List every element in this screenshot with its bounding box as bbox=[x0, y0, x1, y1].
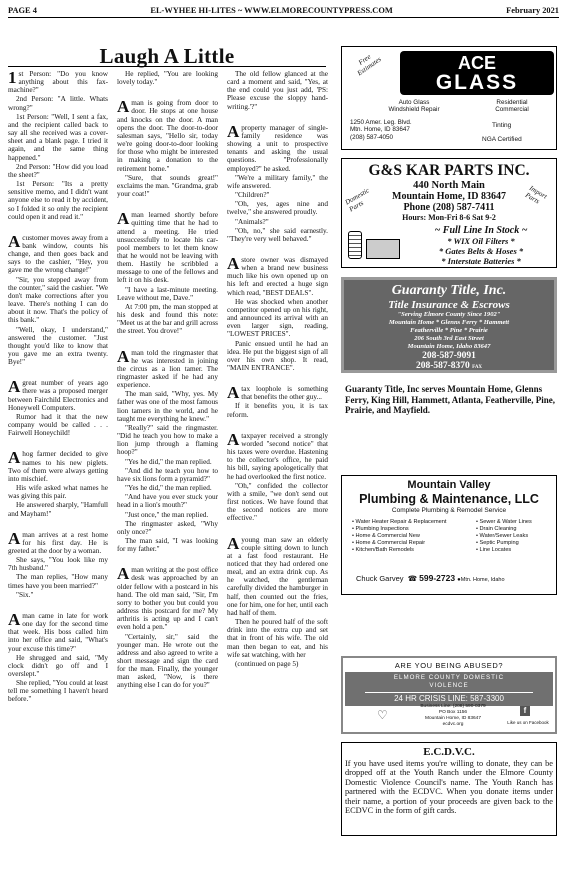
joke-text: 1st Person: "Well, I sent a fax, and the recipient called back to say all she received was a cover-sheet and a blank page. I tried it again, and the same thing happened." bbox=[8, 112, 108, 162]
joke-text: She says, "You look like my 7th husband." bbox=[8, 556, 108, 573]
mv-name-2: Plumbing & Maintenance, LLC bbox=[359, 492, 539, 506]
joke-text: The man said, "Why, yes. My father was one of the most famous lion tamers in the world, and he taught me everything he knew." bbox=[117, 390, 218, 423]
joke-paragraph bbox=[8, 528, 108, 555]
drop-cap: A bbox=[8, 448, 21, 468]
joke-text: man writing at the post office desk was approached by an older fellow with a postcard in his hand. The old man said, "Sir, I'm sorry to bother you but could you address this postcard for me? My arthritis is acting up and I can't even hold a pen." bbox=[117, 566, 218, 632]
joke-separator bbox=[8, 367, 108, 379]
joke-paragraph bbox=[8, 326, 108, 367]
joke-text: st Person: "Do you know anything about this fax-machine?" bbox=[8, 70, 108, 95]
drop-cap: A bbox=[117, 209, 130, 229]
joke-text: He replied, "You are looking lovely today." bbox=[117, 70, 218, 87]
joke-text: Then he poured half of the soft drink into the extra cup and set that in front of his wife. The old man then began to eat, and his wife sat watching, with her bbox=[227, 618, 328, 659]
joke-text: She replied, "You could at least tell me something I haven't heard before." bbox=[8, 679, 108, 704]
joke-paragraph bbox=[8, 573, 108, 589]
joke-text: "Oh, no," she said earnestly. "They're very well behaved." bbox=[227, 226, 328, 243]
joke-text: young man saw an elderly couple sitting down to lunch at a fast food restaurant. He noticed that they had ordered one meal, and an extra drink cup. As he watched, the gentleman carefully divided the hamburger in half, then counted out the fries, one for him, one for her, until each had half of them. bbox=[227, 535, 328, 617]
joke-paragraph bbox=[227, 227, 328, 243]
joke-separator bbox=[227, 112, 328, 124]
joke-text: If it benefits you, it is tax reform. bbox=[227, 402, 328, 419]
joke-paragraph bbox=[227, 174, 328, 190]
joke-text: man learned shortly before quitting time that he had to attend a meeting. He tried unsuccessfully to locate his car-pool members to let them know that he would not be leaving with them. Hastily he scribbled a message to one of the fellows and left it on his desk. bbox=[117, 211, 218, 285]
joke-text: "Oh, yes, ages nine and twelve," she answered proudly. bbox=[227, 200, 328, 217]
drop-cap: A bbox=[117, 564, 130, 584]
guaranty-address-1: 206 South 3rd East Street bbox=[414, 335, 484, 342]
joke-text: The ringmaster asked, "Why only once?" bbox=[117, 519, 218, 536]
mv-tagline: Complete Plumbing & Remodel Service bbox=[391, 507, 507, 514]
joke-text: "Animals?" bbox=[235, 217, 269, 226]
guaranty-serves-text: Guaranty Title, Inc serves Mountain Home, Glenns Ferry, King Hill, Hammett, Atlanta, Featherville, Pine, Prairie, and Mayfield. bbox=[345, 384, 555, 415]
joke-separator bbox=[8, 519, 108, 531]
joke-paragraph bbox=[227, 618, 328, 659]
abuse-org: ELMORE COUNTY DOMESTIC VIOLENCE bbox=[393, 674, 505, 689]
joke-paragraph bbox=[227, 402, 328, 418]
joke-paragraph bbox=[227, 298, 328, 339]
free-estimates-badge: Free Estimates bbox=[355, 52, 383, 78]
mv-services-right: • Sewer & Water Lines • Drain Cleaning • Water/Sewer Leaks • Septic Pumping • Line Locates bbox=[476, 519, 532, 553]
joke-text: At 7:00 pm, the man stopped at his desk and found this note: "Meet us at the bar and grill across the street. You drove!" bbox=[117, 302, 218, 336]
ace-word: ACE bbox=[457, 53, 496, 73]
joke-column-2 bbox=[117, 70, 218, 848]
drop-cap: 1 bbox=[8, 70, 17, 87]
joke-text: customer moves away from a bank window, counts his change, and then goes back and says to the cashier, "Hey, you gave me the wrong change!" bbox=[8, 233, 108, 275]
joke-separator bbox=[8, 222, 108, 234]
guaranty-towns-1: Mountain Home * Glenns Ferry * Hammett bbox=[388, 319, 510, 326]
joke-paragraph bbox=[117, 484, 218, 492]
joke-paragraph bbox=[8, 70, 108, 94]
joke-text: "Sure, that sounds great!" exclaims the man. "Grandma, grab your coat!" bbox=[117, 173, 218, 199]
joke-separator bbox=[227, 373, 328, 385]
gs-name: G&S KAR PARTS INC. bbox=[368, 162, 530, 179]
joke-paragraph bbox=[8, 413, 108, 437]
joke-paragraph bbox=[227, 533, 328, 618]
facebook-label: Like us on Facebook bbox=[507, 720, 549, 725]
joke-paragraph bbox=[8, 231, 108, 275]
joke-text: man arrives at a rest home for his first day. He is greeted at the door by a woman. bbox=[8, 530, 108, 555]
joke-paragraph bbox=[8, 379, 108, 412]
joke-separator bbox=[8, 438, 108, 450]
joke-paragraph bbox=[117, 303, 218, 336]
gs-kar-parts-ad bbox=[341, 158, 557, 268]
joke-text: taxpayer received a strongly worded "second notice" that his taxes were overdue. Hastening to the collector's office, he paid his bill, saying apologetically that he had overlooked the first notice. bbox=[227, 431, 328, 481]
gs-address: 440 North Main bbox=[413, 180, 485, 191]
joke-separator bbox=[117, 337, 218, 349]
joke-paragraph bbox=[8, 556, 108, 572]
title-divider bbox=[8, 66, 326, 67]
joke-text: "We're a military family," the wife answered. bbox=[227, 173, 328, 190]
joke-text: "Certainly, sir," said the younger man. He wrote out the address and also agreed to write a short message and sign the card for the man. Finally, the younger man asked, "Now, is there anything else I can do for you?" bbox=[117, 632, 218, 690]
joke-text: (continued on page 5) bbox=[235, 659, 299, 668]
drop-cap: A bbox=[8, 377, 21, 397]
battery-icon bbox=[366, 239, 400, 259]
joke-text: He shrugged and said, "My clock didn't go off and I overslept." bbox=[8, 653, 108, 678]
gs-phone: Phone (208) 587-7411 bbox=[403, 202, 495, 213]
joke-separator bbox=[227, 244, 328, 256]
joke-text: The man said, "I was looking for my father." bbox=[117, 536, 218, 554]
ace-glass-ad bbox=[341, 46, 557, 150]
facebook-icon: f bbox=[520, 706, 530, 716]
joke-text: He was shocked when another competitor opened up on his right, and announced its arrival with an even larger sign, reading, "LOWEST PRICES". bbox=[227, 297, 328, 339]
joke-text: "Six." bbox=[16, 590, 34, 599]
joke-text: "And did he teach you how to have six lions form a pyramid?" bbox=[117, 466, 218, 483]
import-parts-tag: Import Parts bbox=[523, 184, 549, 206]
drop-cap: A bbox=[117, 97, 130, 117]
ecdvc-text: If you have used items you're willing to donate, they can be dropped off at the Youth Ranch under the Elmore County Domestic Violence Council's name. The Youth Ranch has partnered with the ECDVC. When you donate items under their name, a portion of your proceeds are given back to the ECDVC in the form of gift cards. bbox=[345, 759, 553, 816]
joke-paragraph bbox=[8, 501, 108, 517]
joke-text: The old fellow glanced at the card a moment and said, "Yes, at the end could you just add, 'PS: Please excuse the sloppy hand-writing.'?" bbox=[227, 70, 328, 111]
drop-cap: A bbox=[227, 383, 240, 403]
joke-text: He answered sharply, "Hamfull and Mayham!" bbox=[8, 501, 108, 518]
joke-paragraph bbox=[227, 660, 328, 668]
guaranty-serving: "Serving Elmore County Since 1902" bbox=[397, 311, 501, 318]
abuse-banner bbox=[345, 672, 553, 706]
joke-paragraph bbox=[117, 566, 218, 631]
ecdvc-box bbox=[341, 742, 557, 836]
joke-separator bbox=[8, 600, 108, 612]
drop-cap: A bbox=[8, 609, 21, 629]
joke-text: great number of years ago there was a proposed merger between Fairchild Electronics and Honeywell Computers. bbox=[8, 379, 108, 412]
joke-paragraph bbox=[8, 95, 108, 111]
joke-text: "Yes he did," the man replied. bbox=[125, 457, 212, 466]
joke-paragraph bbox=[8, 276, 108, 325]
ecdvc-title: E.C.D.V.C. bbox=[423, 746, 475, 758]
guaranty-towns-2: Featherville * Pine * Prairie bbox=[410, 327, 488, 334]
publication-name: EL-WYHEE HI-LITES ~ WWW.ELMORECOUNTYPRESS.COM bbox=[150, 6, 393, 15]
joke-paragraph bbox=[8, 609, 108, 653]
joke-paragraph bbox=[227, 429, 328, 481]
joke-text: "Oh," confided the collector with a smile, "we don't send out first notices. We have found that the second notices are more effective." bbox=[227, 481, 328, 523]
drop-cap: A bbox=[227, 429, 240, 449]
joke-text: "And have you ever stuck your head in a lion's mouth?" bbox=[117, 493, 218, 510]
joke-paragraph bbox=[8, 113, 108, 162]
joke-text: hog farmer decided to give names to his new piglets. Two of them were always getting into mischief. bbox=[8, 450, 108, 483]
joke-paragraph bbox=[117, 390, 218, 423]
joke-separator bbox=[117, 87, 218, 99]
joke-paragraph bbox=[8, 679, 108, 703]
joke-paragraph bbox=[227, 191, 328, 199]
joke-paragraph bbox=[117, 458, 218, 466]
domestic-parts-tag: Domestic Parts bbox=[343, 186, 371, 214]
joke-separator bbox=[227, 524, 328, 536]
joke-text: "I have a last-minute meeting. Leave without me, Dave." bbox=[117, 285, 218, 302]
guaranty-fax: 208-587-8370 FAX bbox=[415, 361, 483, 371]
mountain-valley-plumbing-ad bbox=[341, 475, 557, 595]
domestic-violence-ad bbox=[341, 656, 557, 734]
joke-paragraph bbox=[117, 424, 218, 457]
joke-paragraph bbox=[8, 484, 108, 500]
joke-paragraph bbox=[227, 121, 328, 173]
joke-separator bbox=[227, 420, 328, 432]
joke-paragraph bbox=[8, 450, 108, 483]
joke-paragraph bbox=[117, 174, 218, 198]
joke-text: Rumor had it that the new company would be called . . . Fairwell Honeychild! bbox=[8, 412, 108, 438]
crisis-line: 24 HR CRISIS LINE: 587-3300 bbox=[365, 692, 533, 704]
page-header bbox=[8, 4, 559, 18]
guaranty-title-ad bbox=[341, 277, 557, 373]
joke-paragraph bbox=[8, 591, 108, 599]
gs-city: Mountain Home, ID 83647 bbox=[392, 191, 506, 202]
joke-separator bbox=[117, 554, 218, 566]
map-pin-icon: ● bbox=[457, 577, 461, 583]
joke-text: 2nd Person: "How did you load the sheet?" bbox=[8, 162, 108, 179]
drop-cap: A bbox=[227, 533, 240, 553]
joke-text: 2nd Person: "A little. Whats wrong?" bbox=[8, 95, 108, 112]
mv-name-1: Mountain Valley bbox=[407, 479, 491, 491]
joke-column-3 bbox=[227, 70, 328, 848]
ace-services-right: Residential Commercial bbox=[495, 99, 529, 113]
joke-paragraph bbox=[117, 286, 218, 302]
glass-word: GLASS bbox=[435, 71, 519, 94]
joke-paragraph bbox=[117, 493, 218, 509]
joke-paragraph bbox=[117, 346, 218, 390]
ace-services-left: Auto Glass Windshield Repair bbox=[388, 99, 440, 113]
joke-text: "Sir, you stepped away from the counter," said the cashier. "We don't make corrections after you leave. There's nothing I can do about it now. That's the policy of this bank." bbox=[8, 275, 108, 325]
joke-text: "Really?" said the ringmaster. "Did he teach you how to make a lion jump through a flaming hoop?" bbox=[117, 423, 218, 457]
abuse-contact: Business Line: (208) 590-0379 PO Box 1156 Mountain Home, ID 83647 ecdvc.org bbox=[420, 704, 486, 727]
page-number: PAGE 4 bbox=[8, 6, 37, 15]
gs-product-icons bbox=[348, 227, 404, 263]
joke-separator bbox=[117, 199, 218, 211]
joke-text: store owner was dismayed when a brand new business much like his own opened up on his left and erected a huge sign which read, "BEST DEALS". bbox=[227, 255, 328, 297]
joke-text: tax loophole is something that benefits the other guy... bbox=[241, 385, 328, 402]
joke-text: The man replies, "How many times have you been married?" bbox=[8, 573, 108, 590]
drop-cap: A bbox=[117, 346, 130, 366]
joke-text: man told the ringmaster that he was interested in joining the circus as a lion tamer. The ringmaster asked if he had any experience. bbox=[117, 348, 218, 390]
guaranty-subtitle: Title Insurance & Escrows bbox=[388, 299, 510, 311]
joke-paragraph bbox=[117, 211, 218, 284]
joke-paragraph bbox=[8, 654, 108, 678]
joke-text: "Just once," the man replied. bbox=[125, 510, 209, 519]
joke-paragraph bbox=[117, 70, 218, 86]
issue-date: February 2021 bbox=[506, 6, 559, 15]
joke-paragraph bbox=[117, 633, 218, 690]
joke-text: man came in late for work one day for the second time that week. His boss called him into her office and said, "What's your excuse this time?" bbox=[8, 611, 108, 653]
joke-paragraph bbox=[117, 537, 218, 553]
drop-cap: A bbox=[8, 231, 21, 251]
joke-paragraph bbox=[227, 385, 328, 401]
joke-paragraph bbox=[8, 180, 108, 221]
drop-cap: A bbox=[227, 121, 240, 141]
joke-paragraph bbox=[227, 340, 328, 373]
joke-text: "Children?" bbox=[235, 191, 270, 200]
ace-tinting: Tinting bbox=[492, 122, 512, 129]
joke-paragraph bbox=[117, 520, 218, 536]
joke-paragraph bbox=[227, 482, 328, 523]
joke-paragraph bbox=[117, 467, 218, 483]
ace-nga: NGA Certified bbox=[482, 136, 522, 143]
mv-services-left: • Water Heater Repair & Replacement • Plumbing Inspections • Home & Commercial New • Home & Commercial Repair • Kitchen/Bath Remodels bbox=[352, 519, 447, 553]
joke-text: "Well, okay, I understand," answered the customer. "Just thought you'd like to know that you gave me an extra twenty. Bye!" bbox=[8, 325, 108, 367]
drop-cap: A bbox=[227, 253, 240, 273]
joke-paragraph bbox=[117, 511, 218, 519]
joke-paragraph bbox=[8, 163, 108, 179]
joke-text: man is going from door to door. He stops at one house and knocks on the door. A man opens the door. The door-to-door salesman says, "Hello sir, today we're going door-to-door looking for those who might be interested in making a donation to the retirement home." bbox=[117, 99, 218, 173]
ace-address: 1250 Amer. Leg. Blvd. Mtn. Home, ID 83647 (208) 587-4050 bbox=[350, 119, 412, 141]
joke-column-1 bbox=[8, 70, 108, 848]
ribbon-icon: ♡ bbox=[377, 708, 388, 722]
joke-paragraph bbox=[117, 99, 218, 172]
mv-contact: Chuck Garvey ☎ 599-2723 ●Mtn. Home, Idaho bbox=[356, 573, 505, 583]
drop-cap: A bbox=[8, 528, 21, 548]
guaranty-phone: 208-587-9091 bbox=[422, 351, 476, 361]
ace-glass-logo bbox=[400, 51, 554, 95]
joke-text: His wife asked what names he was giving this pair. bbox=[8, 484, 108, 501]
joke-paragraph bbox=[227, 218, 328, 226]
joke-paragraph bbox=[227, 200, 328, 216]
joke-text: property manager of single-family residence was showing a unit to prospective tenants and asking the usual questions. "Professionally employed?" he asked. bbox=[227, 123, 328, 173]
gs-stock-list: ~ Full Line In Stock ~ * WIX Oil Filters * * Gates Belts & Hoses * * Interstate Batteries * bbox=[434, 225, 528, 266]
oil-filter-icon bbox=[348, 231, 362, 259]
abuse-question: ARE YOU BEING ABUSED? bbox=[394, 661, 504, 670]
joke-paragraph bbox=[227, 70, 328, 111]
joke-text: 1st Person: "Its a pretty sensitive memo, and I didn't want anyone else to read it by accident, so I folded it so only the recipient could open it and read it." bbox=[8, 180, 108, 221]
phone-icon: ☎ bbox=[407, 574, 418, 583]
guaranty-name: Guaranty Title, Inc. bbox=[391, 283, 507, 298]
joke-paragraph bbox=[227, 253, 328, 297]
page-title: Laugh A Little bbox=[99, 44, 235, 68]
guaranty-address-2: Mountain Home, Idaho 83647 bbox=[407, 343, 491, 350]
gs-hours: Hours: Mon-Fri 8-6 Sat 9-2 bbox=[402, 213, 496, 222]
joke-text: Panic ensued until he had an idea. He put the biggest sign of all over his own shop. It read, "MAIN ENTRANCE". bbox=[227, 339, 328, 372]
joke-text: "Yes he did," the man replied. bbox=[125, 484, 212, 493]
